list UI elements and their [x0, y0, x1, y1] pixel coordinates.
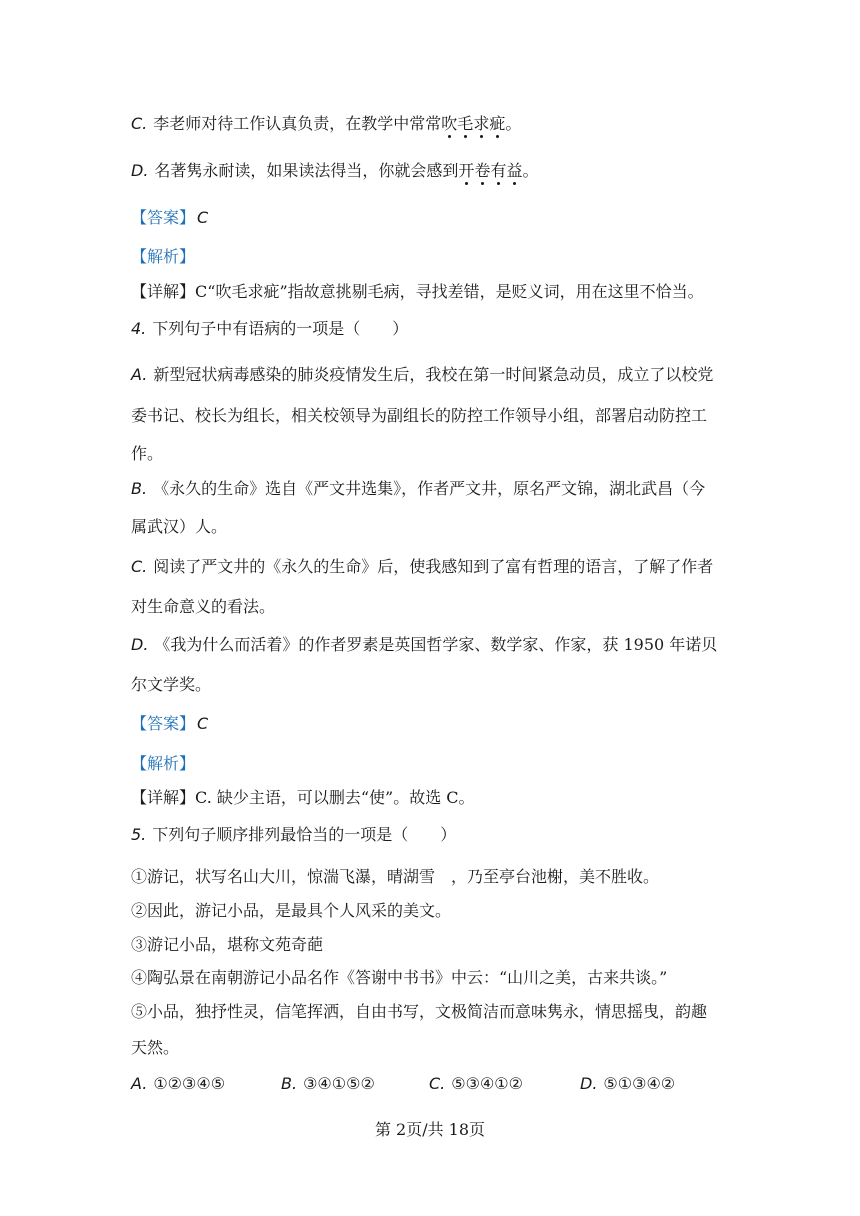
option-text: ⑤③④①② — [451, 1074, 523, 1093]
dotted-char: 吹 — [441, 114, 458, 133]
option-letter: D. — [580, 1074, 598, 1093]
q4-option-a-line1 — [131, 364, 713, 386]
q4-option-a-line3: 作。 — [131, 444, 164, 463]
option-letter: C. — [429, 1074, 446, 1093]
option-letter: B. — [281, 1074, 298, 1093]
choice-a — [131, 1073, 225, 1095]
option-text: ⑤①③④② — [603, 1074, 676, 1093]
emphasis-dotted-text — [458, 161, 522, 180]
option-letter: C. — [131, 114, 148, 133]
q3-option-d — [131, 160, 539, 182]
option-letter: A. — [131, 1074, 148, 1093]
detail-tag: 【详解】 — [131, 788, 196, 807]
q3-answer — [131, 207, 208, 229]
choice-d — [580, 1073, 675, 1095]
option-letter: A. — [131, 365, 148, 384]
question-number: 4. — [131, 319, 147, 338]
answer-value: C — [197, 714, 209, 733]
detail-tag: 【详解】 — [131, 282, 196, 301]
dotted-char: 卷 — [474, 161, 491, 180]
q4-option-d-line2: 尔文学奖。 — [131, 675, 212, 694]
q5-sentence-3: ③游记小品，堪称文苑奇葩 — [131, 935, 324, 954]
q4-option-b-line2: 属武汉）人。 — [131, 517, 228, 536]
option-text: ①②③④⑤ — [153, 1074, 226, 1093]
option-letter: D. — [131, 161, 149, 180]
q4-stem — [131, 318, 408, 340]
q4-option-c-line2: 对生命意义的看法。 — [131, 597, 276, 616]
detail-text: C“吹毛求疵”指故意挑剔毛病，寻找差错，是贬义词，用在这里不恰当。 — [195, 282, 704, 301]
option-text-end: 。 — [505, 114, 522, 133]
q5-sentence-2: ②因此，游记小品，是最具个人风采的美文。 — [131, 901, 452, 920]
page-footer: 第 2页/共 18页 — [374, 1120, 486, 1139]
q5-stem — [131, 824, 456, 846]
q3-detail — [131, 281, 704, 303]
option-text: 名著隽永耐读，如果读法得当，你就会感到 — [154, 161, 459, 180]
q4-option-a-line2: 委书记、校长为组长，相关校领导为副组长的防控工作领导小组，部署启动防控工 — [131, 406, 708, 425]
question-text: 下列句子中有语病的一项是（ ） — [152, 319, 409, 338]
dotted-char: 求 — [473, 114, 490, 133]
option-text: 李老师对待工作认真负责，在教学中常常 — [153, 114, 442, 133]
option-letter: B. — [131, 479, 148, 498]
dotted-char: 益 — [506, 161, 523, 180]
question-text: 下列句子顺序排列最恰当的一项是（ ） — [152, 825, 457, 844]
dotted-char: 开 — [458, 161, 475, 180]
choice-b — [281, 1073, 375, 1095]
q3-option-c — [131, 113, 521, 135]
q3-analysis — [131, 246, 195, 268]
option-text: 阅读了严文井的《永久的生命》后，使我感知到了富有哲理的语言，了解了作者 — [153, 557, 714, 576]
answer-tag: 【答案】 — [131, 208, 196, 227]
option-text: 《我为什么而活着》的作者罗素是英国哲学家、数学家、作家，获 1950 年诺贝 — [154, 635, 718, 654]
analysis-tag: 【解析】 — [131, 754, 196, 773]
option-text: ③④①⑤② — [303, 1074, 375, 1093]
option-letter: C. — [131, 557, 148, 576]
q4-option-c-line1 — [131, 556, 713, 578]
q4-answer — [131, 713, 208, 735]
q5-sentence-5-line2: 天然。 — [131, 1038, 180, 1057]
q4-analysis — [131, 753, 195, 775]
dotted-char: 毛 — [457, 114, 474, 133]
option-letter: D. — [131, 635, 149, 654]
emphasis-dotted-text — [441, 114, 505, 133]
q4-option-b-line1 — [131, 478, 705, 500]
q5-sentence-5-line1: ⑤小品，独抒性灵，信笔挥洒，自由书写，文极简洁而意味隽永，情思摇曳，韵趣 — [131, 1002, 708, 1021]
analysis-tag: 【解析】 — [131, 247, 196, 266]
dotted-char: 有 — [490, 161, 507, 180]
option-text: 新型冠状病毒感染的肺炎疫情发生后，我校在第一时间紧急动员，成立了以校党 — [153, 365, 714, 384]
q4-detail — [131, 787, 475, 809]
detail-text: C. 缺少主语，可以删去“使”。故选 C。 — [195, 788, 475, 807]
answer-tag: 【答案】 — [131, 714, 196, 733]
q5-sentence-1: ①游记，状写名山大川，惊湍飞瀑，晴湖雪 ，乃至亭台池榭，美不胜收。 — [131, 867, 660, 886]
question-number: 5. — [131, 825, 147, 844]
option-text-end: 。 — [522, 161, 539, 180]
dotted-char: 疵 — [489, 114, 506, 133]
choice-c — [429, 1073, 523, 1095]
answer-value: C — [197, 208, 209, 227]
option-text: 《永久的生命》选自《严文井选集》，作者严文井，原名严文锦，湖北武昌（今 — [153, 479, 706, 498]
q4-option-d-line1 — [131, 634, 717, 656]
q5-sentence-4: ④陶弘景在南朝游记小品名作《答谢中书书》中云：“山川之美，古来共谈。” — [131, 968, 668, 987]
